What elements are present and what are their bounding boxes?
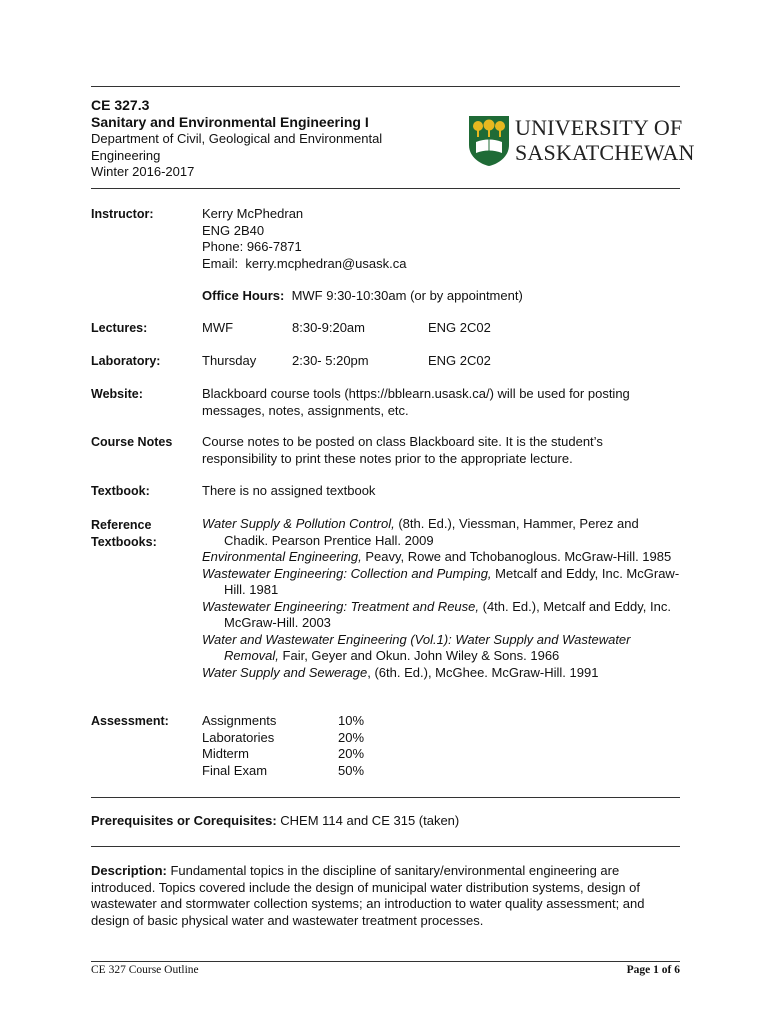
instructor-details: [202, 206, 406, 272]
instructor-phone: Phone: 966-7871: [202, 239, 302, 254]
lectures-time: 8:30-9:20am: [292, 320, 365, 335]
course-notes-text: [202, 434, 603, 467]
reference-item: [202, 516, 682, 549]
shield-icon: [468, 115, 510, 167]
reference-title: Water Supply & Pollution Control,: [202, 516, 395, 531]
reference-label-line-2: Textbooks:: [91, 534, 157, 549]
reference-details: Metcalf and Eddy, Inc. McGraw-Hill. 1981: [224, 565, 680, 597]
course-notes-label: Course Notes: [91, 435, 173, 449]
reference-details: (4th. Ed.), Metcalf and Eddy, Inc. McGraw-Hill. 2003: [224, 598, 671, 630]
reference-item: [202, 566, 682, 599]
course-title: Sanitary and Environmental Engineering I: [91, 114, 369, 130]
description-paragraph: [91, 863, 681, 929]
instructor-label: Instructor:: [91, 207, 154, 221]
prerequisites-value: CHEM 114 and CE 315 (taken): [276, 813, 460, 828]
lectures-room: ENG 2C02: [428, 320, 491, 335]
reference-item: [202, 599, 682, 632]
reference-details: , (6th. Ed.), McGhee. McGraw-Hill. 1991: [367, 664, 599, 680]
reference-title: Environmental Engineering,: [202, 549, 362, 564]
laboratory-room: ENG 2C02: [428, 353, 491, 368]
website-label: Website:: [91, 387, 143, 401]
footer-page-number: Page 1 of 6: [626, 964, 680, 976]
description-label: Description:: [91, 863, 167, 878]
assessment-weights: [338, 713, 364, 779]
reference-label-line-1: Reference: [91, 518, 152, 532]
top-rule: [91, 86, 680, 87]
footer-rule: [91, 961, 680, 962]
reference-title: Water Supply and Sewerage: [202, 664, 368, 680]
website-text: [202, 386, 630, 419]
prerequisites-row: [91, 813, 459, 830]
assessment-item-weight: 50%: [338, 762, 365, 778]
reference-list: [202, 516, 682, 681]
department-line-1: Department of Civil, Geological and Environmental: [91, 131, 383, 146]
assessment-item-weight: 10%: [338, 713, 365, 728]
assessment-item-weight: 20%: [338, 746, 365, 761]
header-rule: [91, 188, 680, 189]
reference-title: Wastewater Engineering: Treatment and Reuse,: [202, 598, 479, 614]
laboratory-label: Laboratory:: [91, 354, 161, 368]
assessment-item-weight: 20%: [338, 729, 365, 745]
footer-left: CE 327 Course Outline: [91, 964, 199, 976]
reference-details: Fair, Geyer and Okun. John Wiley & Sons. 1966: [278, 648, 560, 663]
prerequisites-label: Prerequisites or Corequisites:: [91, 813, 277, 828]
assessment-item-name: Midterm: [202, 746, 249, 761]
website-line-2: messages, notes, assignments, etc.: [202, 402, 409, 418]
website-line-1: Blackboard course tools (https://bblearn.usask.ca/) will be used for posting: [202, 386, 630, 401]
lectures-label: Lectures:: [91, 321, 148, 335]
assessment-item-name: Final Exam: [202, 762, 268, 778]
course-notes-line-2: responsibility to print these notes prior to the appropriate lecture.: [202, 450, 573, 466]
instructor-name: Kerry McPhedran: [202, 206, 304, 221]
instructor-email-row: [202, 256, 406, 273]
lectures-days: MWF: [202, 320, 234, 335]
course-notes-line-1: Course notes to be posted on class Blackboard site. It is the student’s: [202, 434, 603, 449]
instructor-email[interactable]: kerry.mcphedran@usask.ca: [245, 255, 407, 271]
laboratory-days: Thursday: [202, 353, 257, 368]
textbook-label: Textbook:: [91, 484, 150, 498]
description-text: Fundamental topics in the discipline of sanitary/environmental engineering are introduced. Topics covered include the design of municipal water distribution systems, design of wastewater and stormwater collection systems; an introduction to water quality assessment; and design of basic physical water and wastewater treatment processes.: [91, 863, 645, 928]
university-name-line-1: UNIVERSITY OF: [515, 115, 683, 140]
reference-details: Peavy, Rowe and Tchobanoglous. McGraw-Hill. 1985: [361, 549, 672, 564]
reference-label: [91, 517, 157, 550]
office-hours-value: MWF 9:30-10:30am (or by appointment): [291, 288, 523, 303]
department-line-2: Engineering: [91, 147, 161, 163]
course-code: CE 327.3: [91, 97, 150, 113]
assessment-item-name: Assignments: [202, 713, 277, 728]
description-top-rule: [91, 846, 680, 847]
reference-item: [202, 549, 682, 566]
assessment-names: [202, 713, 276, 779]
reference-title: Wastewater Engineering: Collection and Pumping,: [202, 565, 492, 581]
instructor-office: ENG 2B40: [202, 222, 265, 238]
course-header: [91, 97, 431, 181]
university-logo: [468, 113, 695, 169]
assessment-item-name: Laboratories: [202, 729, 275, 745]
textbook-value: There is no assigned textbook: [202, 483, 376, 498]
term: Winter 2016-2017: [91, 164, 195, 179]
reference-item: [202, 632, 682, 665]
reference-item: [202, 665, 682, 682]
university-name-line-2: SASKATCHEWAN: [515, 140, 695, 165]
reference-title: Water and Wastewater Engineering (Vol.1): Water Supply and Wastewater Removal,: [202, 631, 631, 663]
prereq-top-rule: [91, 797, 680, 798]
laboratory-time: 2:30- 5:20pm: [292, 353, 369, 368]
office-hours-row: [202, 288, 523, 305]
reference-details: (8th. Ed.), Viessman, Hammer, Perez and Chadik. Pearson Prentice Hall. 2009: [224, 516, 639, 548]
office-hours-label: Office Hours:: [202, 288, 285, 303]
email-label: Email:: [202, 255, 239, 271]
assessment-label: Assessment:: [91, 714, 169, 728]
